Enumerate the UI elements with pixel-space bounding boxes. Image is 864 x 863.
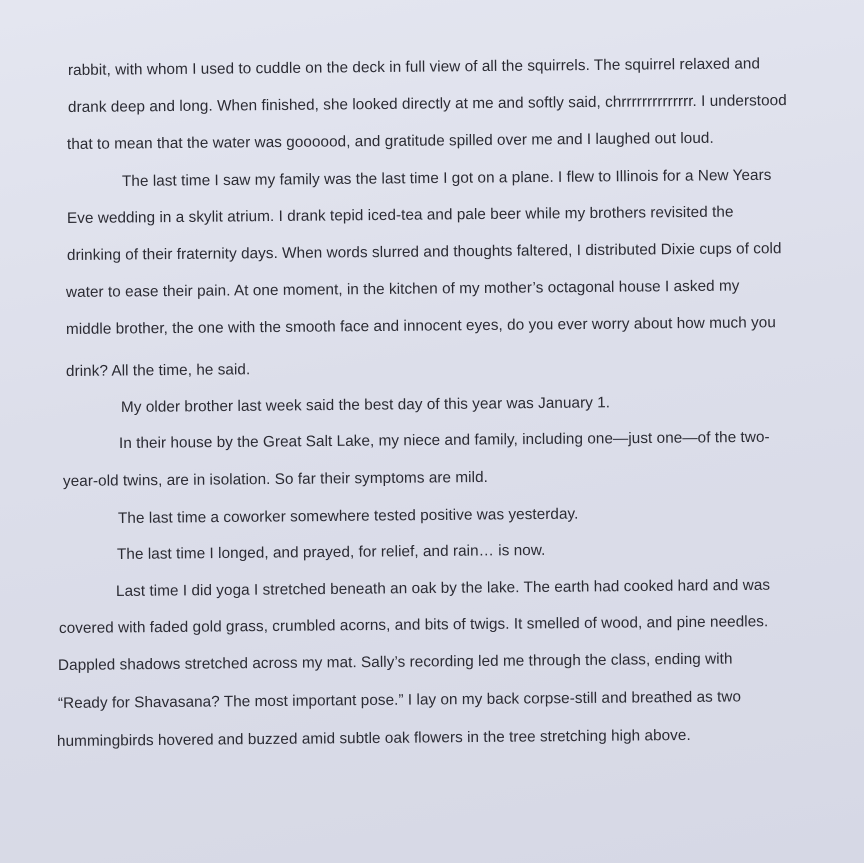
paragraph-start: The last time I saw my family was the last time I got on a plane. I flew to Illinois for a New Years bbox=[121, 166, 772, 190]
text-line: year-old twins, are in isolation. So far their symptoms are mild. bbox=[62, 468, 488, 490]
text-line: covered with faded gold grass, crumbled acorns, and bits of twigs. It smelled of wood, and pine needles. bbox=[58, 613, 769, 637]
paragraph-start: The last time a coworker somewhere tested positive was yesterday. bbox=[117, 505, 579, 527]
paragraph-start: The last time I longed, and prayed, for relief, and rain… is now. bbox=[116, 541, 546, 563]
text-line: rabbit, with whom I used to cuddle on the deck in full view of all the squirrels. The squirrel relaxed and bbox=[67, 55, 761, 79]
text-line: that to mean that the water was goooood, and gratitude spilled over me and I laughed out loud. bbox=[66, 129, 714, 153]
text-line: drink? All the time, he said. bbox=[65, 361, 251, 380]
paragraph-start: Last time I did yoga I stretched beneath an oak by the lake. The earth had cooked hard and was bbox=[115, 576, 771, 600]
text-line: middle brother, the one with the smooth face and innocent eyes, do you ever worry about how much you bbox=[65, 314, 776, 338]
text-line: Eve wedding in a skylit atrium. I drank tepid iced-tea and pale beer while my brothers revisited the bbox=[66, 203, 734, 227]
text-line: water to ease their pain. At one moment, in the kitchen of my mother’s octagonal house I asked my bbox=[65, 277, 740, 301]
text-line: hummingbirds hovered and buzzed amid subtle oak flowers in the tree stretching high above. bbox=[56, 726, 691, 750]
paragraph-start: My older brother last week said the best day of this year was January 1. bbox=[120, 394, 611, 416]
text-line: drank deep and long. When finished, she looked directly at me and softly said, chrrrrrrrrrrrrrr. I understood bbox=[67, 92, 787, 116]
text-line: Dappled shadows stretched across my mat. Sally’s recording led me through the class, ending with bbox=[57, 650, 733, 674]
text-line: “Ready for Shavasana? The most important pose.” I lay on my back corpse-still and breathed as two bbox=[57, 688, 742, 712]
text-line: drinking of their fraternity days. When words slurred and thoughts faltered, I distributed Dixie cups of cold bbox=[66, 240, 782, 264]
paragraph-start: In their house by the Great Salt Lake, my niece and family, including one—just one—of the two- bbox=[118, 428, 770, 452]
